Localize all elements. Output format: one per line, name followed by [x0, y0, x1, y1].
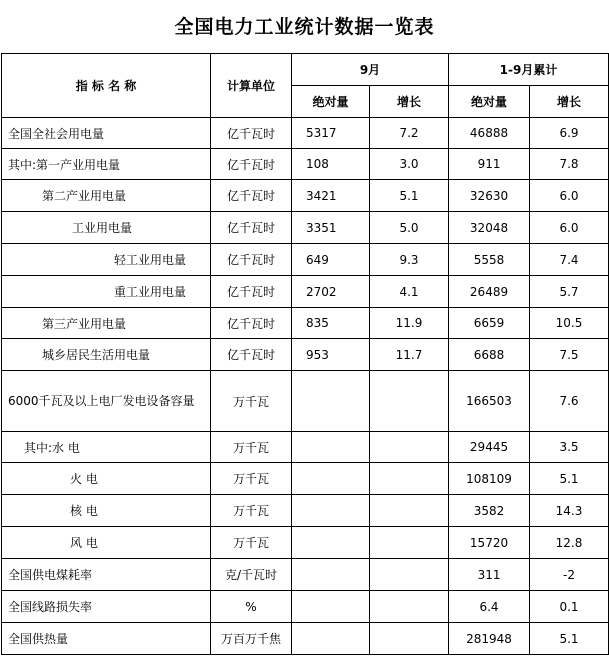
row-ytd-absolute: 911	[449, 149, 530, 180]
row-name: 全国供电煤耗率	[2, 559, 211, 591]
row-ytd-growth: 14.3	[530, 495, 609, 527]
row-ytd-growth: 7.8	[530, 149, 609, 180]
table-row	[2, 591, 609, 623]
row-month-absolute	[292, 527, 370, 559]
row-ytd-growth: 0.1	[530, 591, 609, 623]
row-unit: 克/千瓦时	[211, 559, 292, 591]
row-name: 火 电	[2, 463, 211, 495]
row-ytd-growth: 10.5	[530, 308, 609, 339]
row-month-absolute: 835	[292, 308, 370, 339]
row-name: 6000千瓦及以上电厂发电设备容量	[2, 371, 211, 432]
row-unit: 万千瓦	[211, 463, 292, 495]
table-row	[2, 276, 609, 308]
row-month-growth	[370, 591, 449, 623]
row-ytd-absolute: 6688	[449, 339, 530, 371]
row-month-growth: 5.1	[370, 180, 449, 212]
table-row	[2, 212, 609, 244]
row-name: 轻工业用电量	[2, 244, 211, 276]
row-month-absolute	[292, 591, 370, 623]
row-month-growth	[370, 527, 449, 559]
header-ytd-growth: 增长	[530, 86, 609, 118]
row-ytd-absolute: 108109	[449, 463, 530, 495]
table-row	[2, 559, 609, 591]
row-name: 核 电	[2, 495, 211, 527]
row-unit: 亿千瓦时	[211, 276, 292, 308]
row-name: 其中:水 电	[2, 432, 211, 463]
row-name: 第三产业用电量	[2, 308, 211, 339]
row-unit: 万千瓦	[211, 371, 292, 432]
row-month-absolute	[292, 623, 370, 655]
row-month-growth: 11.7	[370, 339, 449, 371]
row-ytd-growth: 6.9	[530, 118, 609, 149]
row-month-growth	[370, 463, 449, 495]
row-ytd-absolute: 281948	[449, 623, 530, 655]
row-name: 工业用电量	[2, 212, 211, 244]
row-ytd-growth: 3.5	[530, 432, 609, 463]
row-ytd-growth: 5.1	[530, 463, 609, 495]
table-row	[2, 339, 609, 371]
row-ytd-growth: 12.8	[530, 527, 609, 559]
table-row	[2, 244, 609, 276]
table-row	[2, 432, 609, 463]
row-month-absolute	[292, 463, 370, 495]
row-unit: 万百万千焦	[211, 623, 292, 655]
row-month-growth	[370, 495, 449, 527]
row-ytd-growth: 5.7	[530, 276, 609, 308]
row-name: 其中:第一产业用电量	[2, 149, 211, 180]
row-month-absolute: 2702	[292, 276, 370, 308]
row-month-absolute	[292, 432, 370, 463]
row-ytd-absolute: 29445	[449, 432, 530, 463]
row-ytd-growth: 7.5	[530, 339, 609, 371]
row-month-absolute: 3421	[292, 180, 370, 212]
row-name: 全国全社会用电量	[2, 118, 211, 149]
table-row	[2, 308, 609, 339]
row-ytd-absolute: 32630	[449, 180, 530, 212]
row-ytd-absolute: 26489	[449, 276, 530, 308]
row-name: 全国供热量	[2, 623, 211, 655]
table-row	[2, 149, 609, 180]
row-unit: 亿千瓦时	[211, 339, 292, 371]
row-month-growth	[370, 559, 449, 591]
row-unit: 万千瓦	[211, 495, 292, 527]
row-ytd-growth: 7.4	[530, 244, 609, 276]
header-row-top	[2, 54, 609, 86]
row-month-growth: 11.9	[370, 308, 449, 339]
row-unit: 亿千瓦时	[211, 212, 292, 244]
header-month-absolute: 绝对量	[292, 86, 370, 118]
row-name: 重工业用电量	[2, 276, 211, 308]
row-ytd-absolute: 5558	[449, 244, 530, 276]
header-month-growth: 增长	[370, 86, 449, 118]
table-row	[2, 623, 609, 655]
row-month-growth: 9.3	[370, 244, 449, 276]
row-month-absolute: 649	[292, 244, 370, 276]
table-row	[2, 495, 609, 527]
row-ytd-absolute: 46888	[449, 118, 530, 149]
table-row	[2, 527, 609, 559]
row-month-absolute: 3351	[292, 212, 370, 244]
row-month-growth	[370, 432, 449, 463]
row-month-absolute: 953	[292, 339, 370, 371]
row-month-growth: 3.0	[370, 149, 449, 180]
row-month-absolute	[292, 371, 370, 432]
table-row	[2, 371, 609, 432]
header-unit: 计算单位	[211, 54, 292, 118]
row-name: 全国线路损失率	[2, 591, 211, 623]
row-ytd-absolute: 32048	[449, 212, 530, 244]
page-title: 全国电力工业统计数据一览表	[174, 16, 435, 38]
row-unit: 亿千瓦时	[211, 180, 292, 212]
row-name: 风 电	[2, 527, 211, 559]
row-month-growth	[370, 623, 449, 655]
row-unit: 万千瓦	[211, 527, 292, 559]
row-unit: 亿千瓦时	[211, 118, 292, 149]
header-indicator-name: 指 标 名 称	[2, 54, 211, 118]
row-ytd-growth: 6.0	[530, 180, 609, 212]
row-month-growth: 4.1	[370, 276, 449, 308]
row-unit: 亿千瓦时	[211, 308, 292, 339]
row-month-growth	[370, 371, 449, 432]
row-unit: %	[211, 591, 292, 623]
row-month-growth: 5.0	[370, 212, 449, 244]
row-ytd-absolute: 6.4	[449, 591, 530, 623]
row-month-absolute	[292, 495, 370, 527]
row-unit: 亿千瓦时	[211, 244, 292, 276]
row-name: 第二产业用电量	[2, 180, 211, 212]
row-ytd-absolute: 311	[449, 559, 530, 591]
header-ytd: 1-9月累计	[449, 54, 609, 86]
row-unit: 亿千瓦时	[211, 149, 292, 180]
row-name: 城乡居民生活用电量	[2, 339, 211, 371]
row-ytd-absolute: 3582	[449, 495, 530, 527]
statistics-table	[1, 53, 609, 655]
row-month-growth: 7.2	[370, 118, 449, 149]
row-ytd-growth: 6.0	[530, 212, 609, 244]
row-ytd-absolute: 6659	[449, 308, 530, 339]
row-month-absolute	[292, 559, 370, 591]
row-month-absolute: 108	[292, 149, 370, 180]
header-month: 9月	[292, 54, 449, 86]
table-row	[2, 180, 609, 212]
row-ytd-absolute: 166503	[449, 371, 530, 432]
row-month-absolute: 5317	[292, 118, 370, 149]
row-ytd-absolute: 15720	[449, 527, 530, 559]
table-row	[2, 463, 609, 495]
table-row	[2, 118, 609, 149]
row-ytd-growth: -2	[530, 559, 609, 591]
row-unit: 万千瓦	[211, 432, 292, 463]
row-ytd-growth: 5.1	[530, 623, 609, 655]
header-ytd-absolute: 绝对量	[449, 86, 530, 118]
row-ytd-growth: 7.6	[530, 371, 609, 432]
